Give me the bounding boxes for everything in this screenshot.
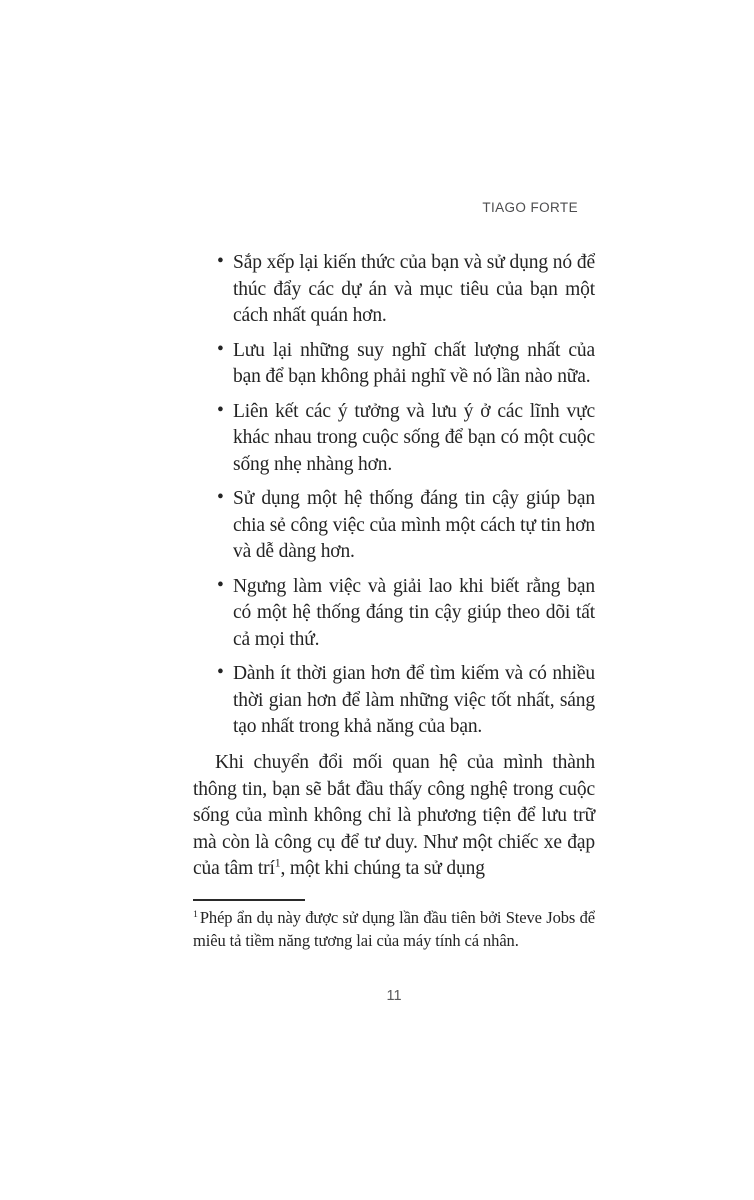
bullet-text: Lưu lại những suy nghĩ chất lượng nhất của bạn để bạn không phải nghĩ về nó lần nào nữa. xyxy=(233,339,595,387)
bullet-icon: • xyxy=(217,399,224,421)
paragraph-text: Khi chuyển đổi mối quan hệ của mình thành thông tin, bạn sẽ bắt đầu thấy công nghệ trong cuộc sống của mình không chỉ là phương tiện để lưu trữ mà còn là công cụ để tư duy. Như một chiếc xe đạp của tâm trí xyxy=(193,752,595,879)
paragraph-text: , một khi chúng ta sử dụng xyxy=(280,858,485,879)
bullet-list xyxy=(193,250,595,749)
bullet-text: Sử dụng một hệ thống đáng tin cậy giúp bạn chia sẻ công việc của mình một cách tự tin hơn và dễ dàng hơn. xyxy=(233,488,595,562)
bullet-icon: • xyxy=(217,662,224,683)
footnote-reference: 1 xyxy=(274,856,281,870)
author-name: TIAGO FORTE xyxy=(482,200,578,215)
footnote-marker: 1 xyxy=(193,908,198,920)
bullet-icon: • xyxy=(217,251,224,272)
body-paragraph xyxy=(193,750,595,883)
bullet-icon: • xyxy=(217,574,224,596)
list-item xyxy=(193,338,595,391)
list-item xyxy=(193,250,595,330)
bullet-icon: • xyxy=(217,487,224,508)
page-number: 11 xyxy=(386,988,402,1004)
bullet-text: Dành ít thời gian hơn để tìm kiếm và có nhiều thời gian hơn để làm những việc tốt nhất, sáng tạo nhất trong khả năng của bạn. xyxy=(233,663,595,737)
bullet-icon: • xyxy=(217,338,224,360)
list-item xyxy=(193,486,595,566)
list-item xyxy=(193,399,595,479)
bullet-text: Sắp xếp lại kiến thức của bạn và sử dụng nó để thúc đẩy các dự án và mục tiêu của bạn một cách nhất quán hơn. xyxy=(233,252,595,326)
bullet-text: Liên kết các ý tưởng và lưu ý ở các lĩnh vực khác nhau trong cuộc sống để bạn có một cuộc sống nhẹ nhàng hơn. xyxy=(233,400,595,475)
running-header xyxy=(193,200,578,215)
list-item xyxy=(193,661,595,741)
list-item xyxy=(193,574,595,654)
footnote-divider xyxy=(193,899,305,901)
footnote-text: Phép ẩn dụ này được sử dụng lần đầu tiên bởi Steve Jobs để miêu tả tiềm năng tương lai của máy tính cá nhân. xyxy=(193,908,595,950)
footnote xyxy=(193,907,595,952)
bullet-text: Ngưng làm việc và giải lao khi biết rằng bạn có một hệ thống đáng tin cậy giúp theo dõi tất cả mọi thứ. xyxy=(233,575,595,650)
